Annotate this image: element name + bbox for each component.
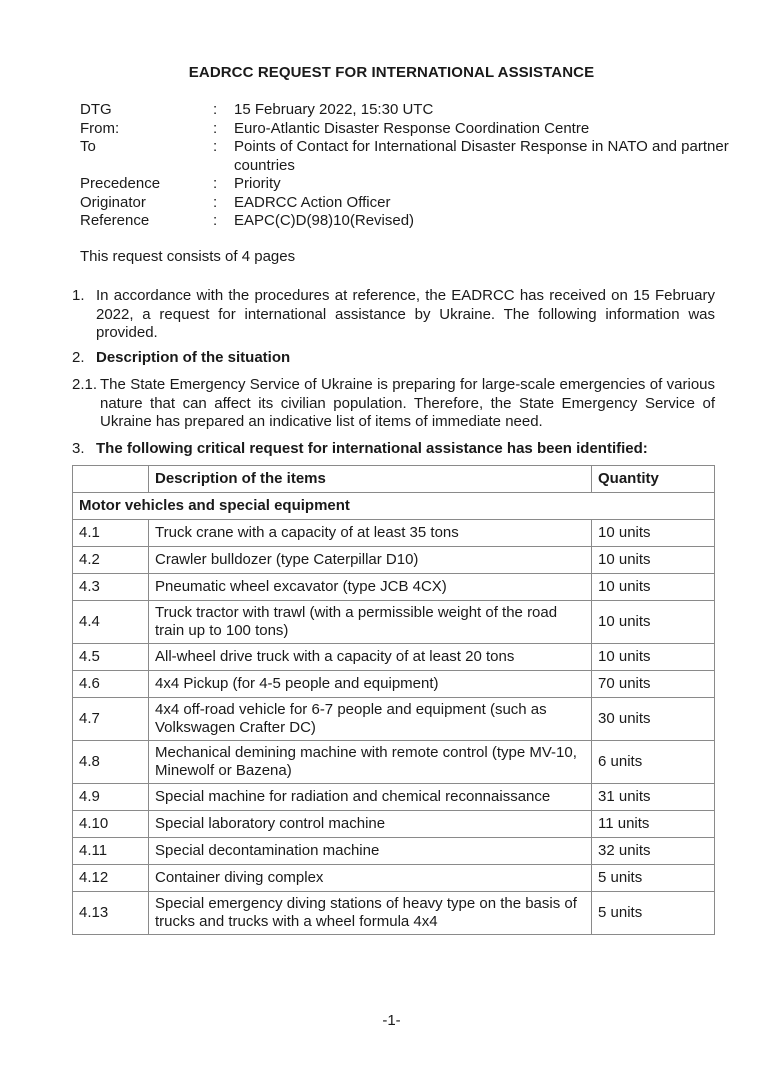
table-row: [73, 671, 715, 698]
item-quantity: 10 units: [592, 547, 715, 574]
item-number: 4.7: [73, 698, 149, 741]
paragraph-text: In accordance with the procedures at reference, the EADRCC has received on 15 February 2022, a request for international assistance by Ukraine. The following information was provided.: [96, 287, 715, 341]
item-description: Truck crane with a capacity of at least 35 tons: [149, 520, 592, 547]
table-row: [73, 547, 715, 574]
table-row: [73, 601, 715, 644]
item-quantity: 31 units: [592, 784, 715, 811]
table-row: [73, 838, 715, 865]
item-description: Special emergency diving stations of heavy type on the basis of trucks and trucks with a wheel formula 4x4: [149, 892, 592, 935]
header-fields: [80, 101, 730, 231]
item-number: 4.4: [73, 601, 149, 644]
item-description: Pneumatic wheel excavator (type JCB 4CX): [149, 574, 592, 601]
item-number: 4.6: [73, 671, 149, 698]
item-description: Truck tractor with trawl (with a permissible weight of the road train up to 100 tons): [149, 601, 592, 644]
item-number: 4.12: [73, 865, 149, 892]
paragraph-number: 3.: [72, 440, 85, 457]
section-heading: The following critical request for international assistance has been identified:: [96, 440, 648, 457]
header-cell-quantity: Quantity: [592, 466, 715, 493]
header-field-reference: [80, 212, 730, 231]
item-number: 4.2: [73, 547, 149, 574]
item-description: 4x4 off-road vehicle for 6-7 people and equipment (such as Volkswagen Crafter DC): [149, 698, 592, 741]
item-number: 4.11: [73, 838, 149, 865]
item-number: 4.9: [73, 784, 149, 811]
table-row: [73, 865, 715, 892]
item-quantity: 11 units: [592, 811, 715, 838]
header-field-from: [80, 120, 730, 139]
field-colon: :: [213, 119, 218, 137]
item-number: 4.8: [73, 741, 149, 784]
header-cell-number: [73, 466, 149, 493]
table-row: [73, 811, 715, 838]
field-value: EAPC(C)D(98)10(Revised): [234, 212, 415, 229]
item-description: All-wheel drive truck with a capacity of at least 20 tons: [149, 644, 592, 671]
field-colon: :: [213, 175, 218, 192]
paragraph-2-1: [72, 376, 715, 432]
paragraph-3: [72, 440, 715, 459]
field-label: DTG: [80, 101, 112, 118]
header-field-precedence: [80, 175, 730, 194]
table-row: [73, 644, 715, 671]
field-label: Reference: [80, 212, 150, 229]
table-row: [73, 784, 715, 811]
item-description: Crawler bulldozer (type Caterpillar D10): [149, 547, 592, 574]
item-quantity: 5 units: [592, 865, 715, 892]
field-value: 15 February 2022, 15:30 UTC: [234, 101, 434, 118]
item-description: Mechanical demining machine with remote control (type MV-10, Minewolf or Bazena): [149, 741, 592, 784]
items-table: [72, 465, 715, 935]
field-label: Originator: [80, 193, 146, 211]
paragraph-text: The State Emergency Service of Ukraine is preparing for large-scale emergencies of various nature that can affect its civilian population. Therefore, the State Emergency Service of Ukraine has prepared an indicative list of items of immediate need.: [100, 376, 715, 430]
field-value: EADRCC Action Officer: [234, 193, 391, 211]
item-number: 4.3: [73, 574, 149, 601]
item-quantity: 10 units: [592, 520, 715, 547]
section-heading: Description of the situation: [96, 349, 291, 366]
field-label: To: [80, 138, 96, 155]
section-title: Motor vehicles and special equipment: [73, 493, 715, 520]
document-title: EADRCC REQUEST FOR INTERNATIONAL ASSISTANCE: [188, 64, 595, 81]
item-quantity: 6 units: [592, 741, 715, 784]
field-colon: :: [213, 212, 218, 229]
table-row: [73, 520, 715, 547]
paragraph-number: 2.: [72, 349, 85, 366]
pages-note: This request consists of 4 pages: [80, 248, 296, 265]
field-value: Points of Contact for International Disaster Response in NATO and partner countries: [234, 138, 729, 174]
table-section-row: [73, 493, 715, 520]
table-row: [73, 741, 715, 784]
item-number: 4.5: [73, 644, 149, 671]
item-description: Special laboratory control machine: [149, 811, 592, 838]
paragraph-number: 1.: [72, 287, 85, 304]
header-field-dtg: [80, 101, 730, 120]
item-quantity: 70 units: [592, 671, 715, 698]
field-colon: :: [213, 138, 218, 155]
table-header-row: [73, 466, 715, 493]
item-quantity: 10 units: [592, 644, 715, 671]
item-description: Container diving complex: [149, 865, 592, 892]
item-description: Special machine for radiation and chemical reconnaissance: [149, 784, 592, 811]
paragraph-2: [72, 349, 715, 368]
page-number: -1-: [382, 1012, 401, 1029]
header-cell-description: Description of the items: [149, 466, 592, 493]
item-description: 4x4 Pickup (for 4-5 people and equipment): [149, 671, 592, 698]
item-description: Special decontamination machine: [149, 838, 592, 865]
table-row: [73, 574, 715, 601]
field-colon: :: [213, 193, 218, 211]
item-quantity: 5 units: [592, 892, 715, 935]
field-label: From:: [80, 119, 120, 137]
field-value: Euro-Atlantic Disaster Response Coordination Centre: [234, 119, 590, 137]
item-number: 4.10: [73, 811, 149, 838]
header-field-originator: [80, 194, 730, 213]
header-field-to: [80, 138, 730, 175]
paragraph-number: 2.1.: [72, 376, 98, 393]
item-quantity: 10 units: [592, 601, 715, 644]
item-quantity: 10 units: [592, 574, 715, 601]
item-number: 4.13: [73, 892, 149, 935]
item-number: 4.1: [73, 520, 149, 547]
table-row: [73, 892, 715, 935]
item-quantity: 32 units: [592, 838, 715, 865]
field-value: Priority: [234, 175, 281, 192]
paragraph-1: [72, 287, 715, 343]
field-label: Precedence: [80, 175, 161, 192]
field-colon: :: [213, 101, 218, 118]
table-row: [73, 698, 715, 741]
item-quantity: 30 units: [592, 698, 715, 741]
